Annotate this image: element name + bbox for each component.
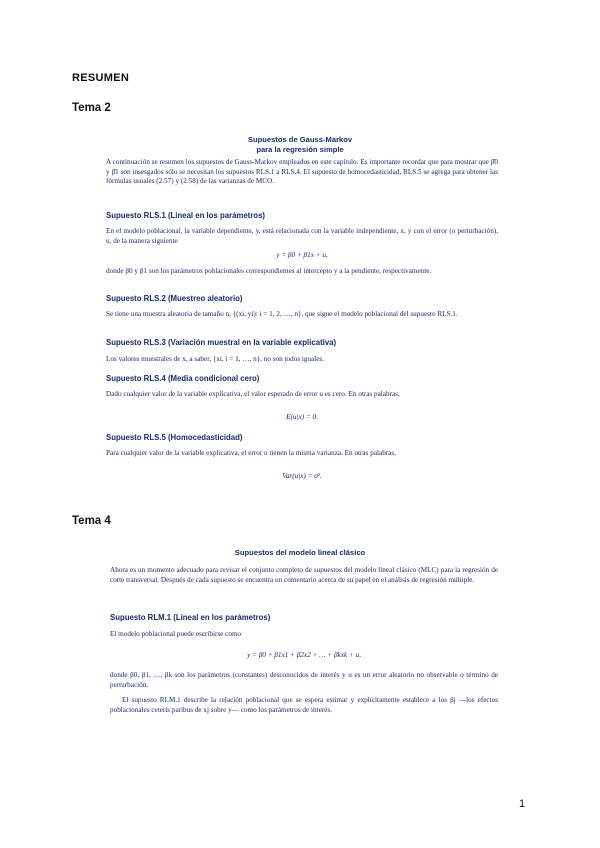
rls1-text: En el modelo poblacional, la variable dependiente, y, está relacionada con la variable independiente, x, y con el error (o perturbación), u, de la manera siguiente <box>106 227 498 245</box>
rlm1-text: El modelo poblacional puede escribirse como <box>110 630 242 638</box>
rls4-title: Supuesto RLS.4 (Media condicional cero) <box>106 374 260 383</box>
rls4-equation: E(u|x) = 0. <box>286 413 318 421</box>
tema-4-heading: Tema 4 <box>72 515 111 527</box>
rlm1-title: Supuesto RLM.1 (Lineal en los parámetros) <box>110 613 271 622</box>
rls5-equation: Var(u|x) = σ². <box>282 472 322 480</box>
summary-heading: RESUMEN <box>72 72 130 84</box>
rls2-title: Supuesto RLS.2 (Muestreo aleatorio) <box>106 294 243 303</box>
rlm1-equation: y = β0 + β1x1 + β2x2 + … + βkxk + u, <box>247 651 361 659</box>
rls1-after: donde β0 y β1 son los parámetros poblacionales correspondientes al intercepto y a la pendiente, respectivamente. <box>106 267 432 275</box>
rls1-equation: y = β0 + β1x + u, <box>276 251 328 259</box>
mlc-box-title: Supuestos del modelo lineal clásico <box>234 548 366 557</box>
rls1-title: Supuesto RLS.1 (Lineal en los parámetros) <box>106 211 266 220</box>
rls3-title: Supuesto RLS.3 (Variación muestral en la variable explicativa) <box>106 338 337 347</box>
rlm1-note: El supuesto RLM.1 describe la relación poblacional que se espera estimar y explícitamente establece a los βj —los efectos poblacionales ceteris paribus de xj sobre y— como los parámetros de interés. <box>110 696 498 714</box>
rls4-text: Dado cualquier valor de la variable explicativa, el valor esperado de error u es cero. En otras palabras, <box>106 390 400 398</box>
rls3-text: Los valores muestrales de x, a saber, {xi, i = 1, …, n}, no son todos iguales. <box>106 355 325 363</box>
box-title-line-2: para la regresión simple <box>256 145 344 154</box>
rls5-title: Supuesto RLS.5 (Homocedasticidad) <box>106 433 243 442</box>
box-title-line-1: Supuestos de Gauss-Markov <box>247 135 353 144</box>
mlc-intro: Ahora es un momento adecuado para revisar el conjunto completo de supuestos del modelo lineal clásico (MLC) para la regresión de corte transversal. Después de cada supuesto se encuentra un comentario acerca de su papel en el análisis de regresión múltiple. <box>110 566 498 584</box>
gauss-markov-box-title <box>150 135 450 155</box>
gauss-markov-intro: A continuación se resumen los supuestos de Gauss-Markov empleados en este capítulo. Es importante recordar que para mostrar que β̂0 y β̂1 son insesgados sólo se necesitan los supuestos RLS.1 a RLS.4. El supuesto de homocedasticidad, RLS.5 se agrega para obtener las fórmulas usuales (2.57) y (2.58) de las varianzas de MCO. <box>106 158 498 186</box>
rlm1-after: donde β0, β1, …, βk son los parámetros (constantes) desconocidos de interés y u es un error aleatorio no observable o término de perturbación. <box>110 671 498 689</box>
tema-2-heading: Tema 2 <box>72 102 111 114</box>
rls5-text: Para cualquier valor de la variable explicativa, el error u tienen la misma varianza. En otras palabras, <box>106 449 396 457</box>
rls2-text: Se tiene una muestra aleatoria de tamaño n, {(xi, yi): i = 1, 2, …, n}, que sigue el modelo poblacional del supuesto RLS.1. <box>106 310 458 318</box>
page-number: 1 <box>519 798 526 810</box>
